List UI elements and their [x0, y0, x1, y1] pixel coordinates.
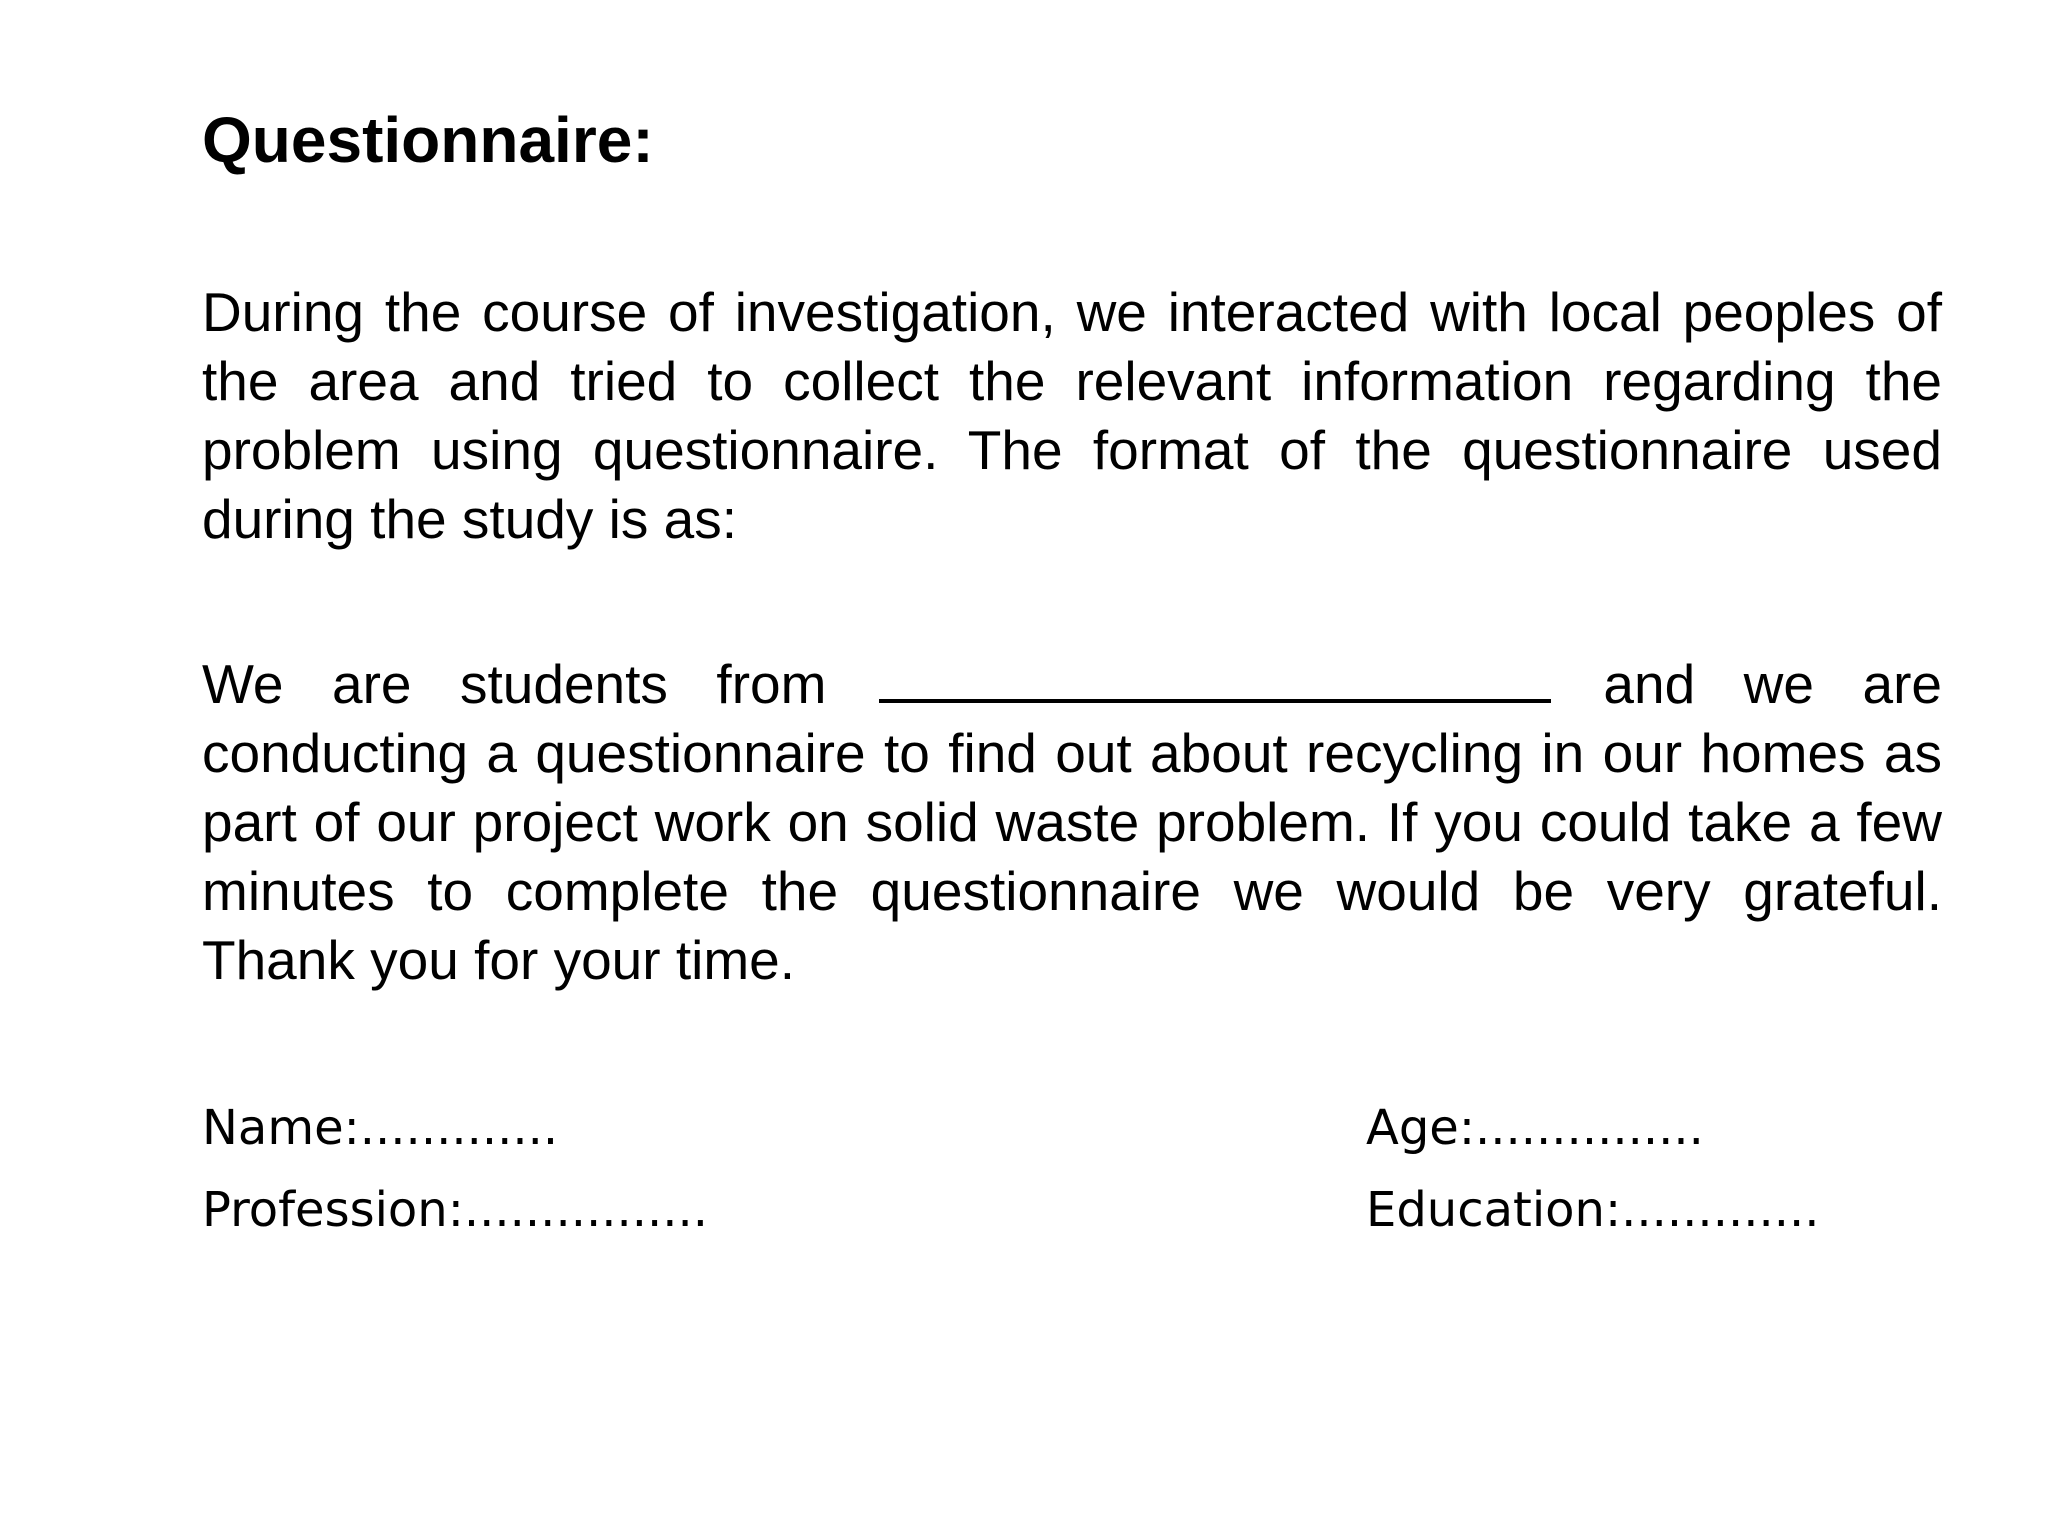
consent-paragraph-start: We are students from — [202, 653, 827, 715]
consent-paragraph-rest: and we are conducting a questionnaire to find out about recycling in our homes as part of our project work on solid waste problem. If you could take a few minutes to complete the questionnaire we would be very grateful. Thank you for your time. — [202, 653, 1942, 991]
age-field-label: Age:............... — [1366, 1100, 1704, 1156]
name-field-label: Name:............. — [202, 1100, 559, 1156]
page-title: Questionnaire: — [202, 104, 654, 176]
intro-paragraph: During the course of investigation, we interacted with local peoples of the area and tried to collect the relevant information regarding the problem using questionnaire. The format of the questionnaire used during the study is as: — [202, 281, 1942, 550]
education-field-label: Education:............. — [1366, 1182, 1820, 1238]
consent-paragraph — [202, 650, 1942, 995]
institution-blank-line — [879, 697, 1551, 703]
profession-field-label: Profession:................ — [202, 1182, 709, 1238]
